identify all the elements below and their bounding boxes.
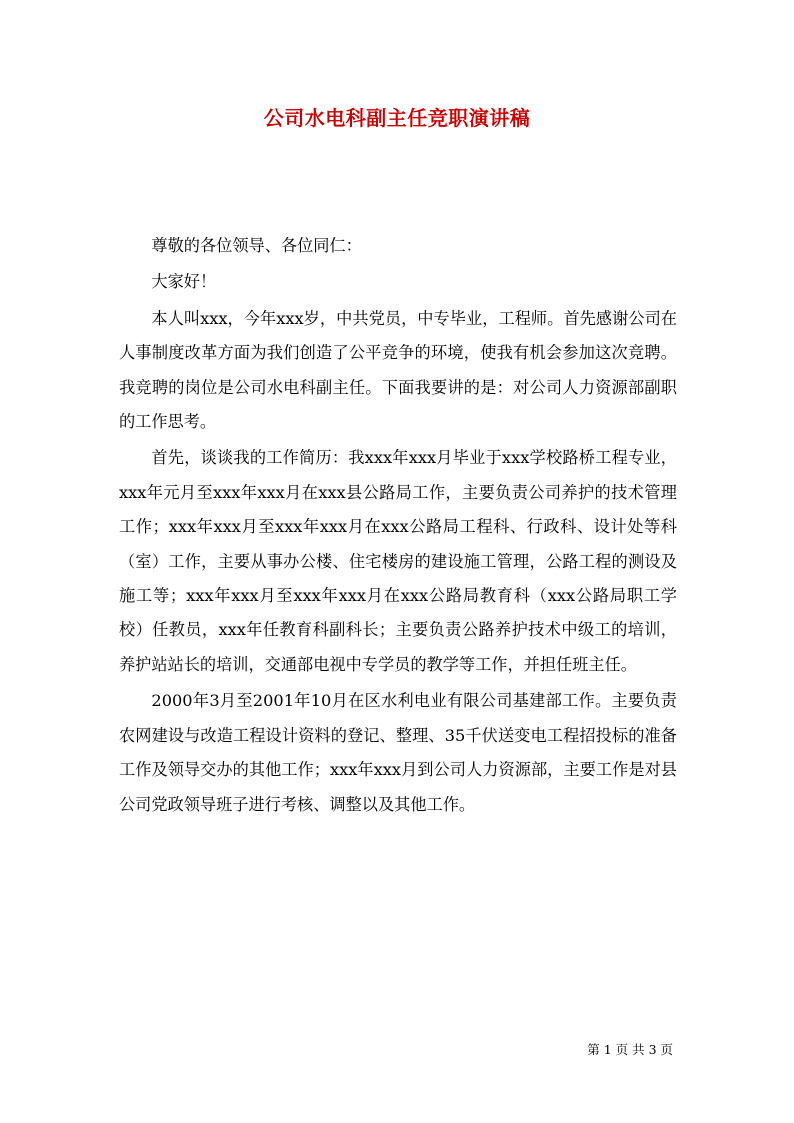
document-title: 公司水电科副主任竞职演讲稿 bbox=[263, 106, 531, 130]
introduction-paragraph: 本人叫xxx，今年xxx岁，中共党员，中专毕业，工程师。首先感谢公司在人事制度改革方面为我们创造了公平竞争的环境，使我有机会参加这次竞聘。我竞聘的岗位是公司水电科副主任。下面我要讲的是：对公司人力资源部副职的工作思考。 bbox=[119, 308, 677, 432]
salutation-paragraph: 大家好！ bbox=[151, 272, 217, 292]
work-history-paragraph: 首先，谈谈我的工作简历：我xxx年xxx月毕业于xxx学校路桥工程专业，xxx年元月至xxx年xxx月在xxx县公路局工作，主要负责公司养护的技术管理工作；xxx年xxx月至xxx年xxx月在xxx公路局工程科、行政科、设计处等科（室）工作，主要从事办公楼、住宅楼房的建设施工管理，公路工程的测设及施工等；xxx年xxx月至xxx年xxx月在xxx公路局教育科（xxx公路局职工学校）任教员，xxx年任教育科副科长；主要负责公路养护技术中级工的培训，养护站站长的培训，交通部电视中专学员的教学等工作，并担任班主任。 bbox=[119, 448, 677, 674]
greeting-paragraph: 尊敬的各位领导、各位同仁： bbox=[151, 236, 362, 255]
page-number-footer: 第 1 页 共 3 页 bbox=[587, 1042, 673, 1057]
recent-work-paragraph: 2000年3月至2001年10月在区水利电业有限公司基建部工作。主要负责农网建设与改造工程设计资料的登记、整理、35千伏送变电工程招投标的准备工作及领导交办的其他工作；xxx年xxx月到公司人力资源部，主要工作是对县公司党政领导班子进行考核、调整以及其他工作。 bbox=[119, 691, 677, 814]
document-body bbox=[119, 229, 677, 824]
